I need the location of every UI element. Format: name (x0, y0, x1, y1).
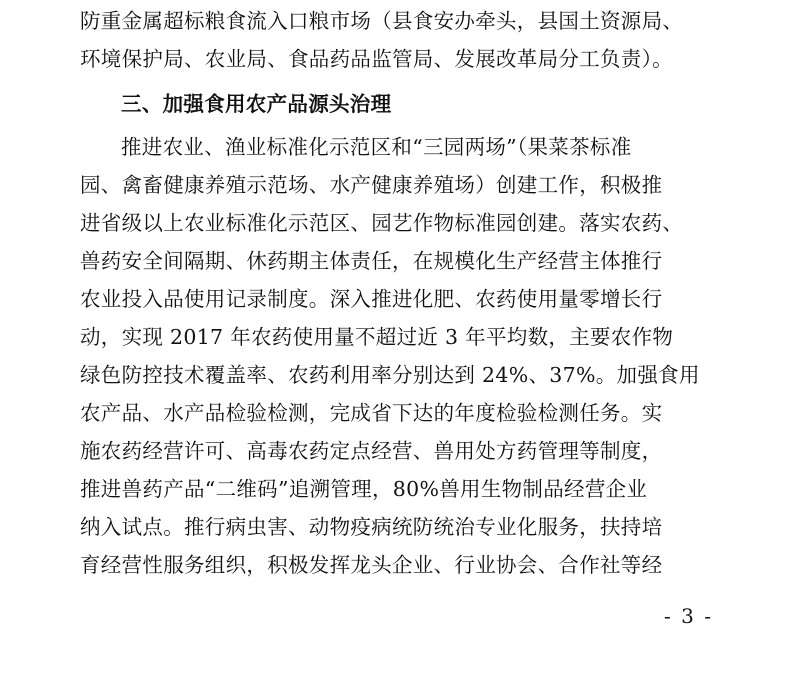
paragraph-line-12: 育经营性服务组织，积极发挥龙头企业、行业协会、合作社等经 (80, 553, 663, 577)
paragraph-line-9: 施农药经营许可、高毒农药定点经营、兽用处方药管理等制度， (80, 439, 663, 463)
paragraph-line-11: 纳入试点。推行病虫害、动物疫病统防统治专业化服务，扶持培 (80, 515, 663, 539)
text-line-2: 环境保护局、农业局、食品药品监管局、发展改革局分工负责）。 (80, 47, 673, 71)
paragraph-line-8: 农产品、水产品检验检测，完成省下达的年度检验检测任务。实 (80, 401, 663, 425)
paragraph-line-2: 园、禽畜健康养殖示范场、水产健康养殖场）创建工作，积极推 (80, 173, 663, 197)
page-number: - 3 - (664, 604, 713, 628)
paragraph-line-5: 农业投入品使用记录制度。深入推进化肥、农药使用量零增长行 (80, 287, 663, 311)
paragraph-line-10: 推进兽药产品“二维码”追溯管理，80%兽用生物制品经营企业 (80, 477, 648, 501)
paragraph-line-6: 动，实现 2017 年农药使用量不超过近 3 年平均数，主要农作物 (80, 325, 674, 349)
paragraph-line-4: 兽药安全间隔期、休药期主体责任，在规模化生产经营主体推行 (80, 249, 663, 273)
text-line-1: 防重金属超标粮食流入口粮市场（县食安办牵头，县国土资源局、 (80, 9, 684, 33)
paragraph-line-1: 推进农业、渔业标准化示范区和“三园两场”（果菜茶标准 (121, 135, 632, 159)
paragraph-line-7: 绿色防控技术覆盖率、农药利用率分别达到 24%、37%。加强食用 (80, 363, 700, 387)
paragraph-line-3: 进省级以上农业标准化示范区、园艺作物标准园创建。落实农药、 (80, 211, 684, 235)
section-heading: 三、加强食用农产品源头治理 (121, 92, 392, 116)
